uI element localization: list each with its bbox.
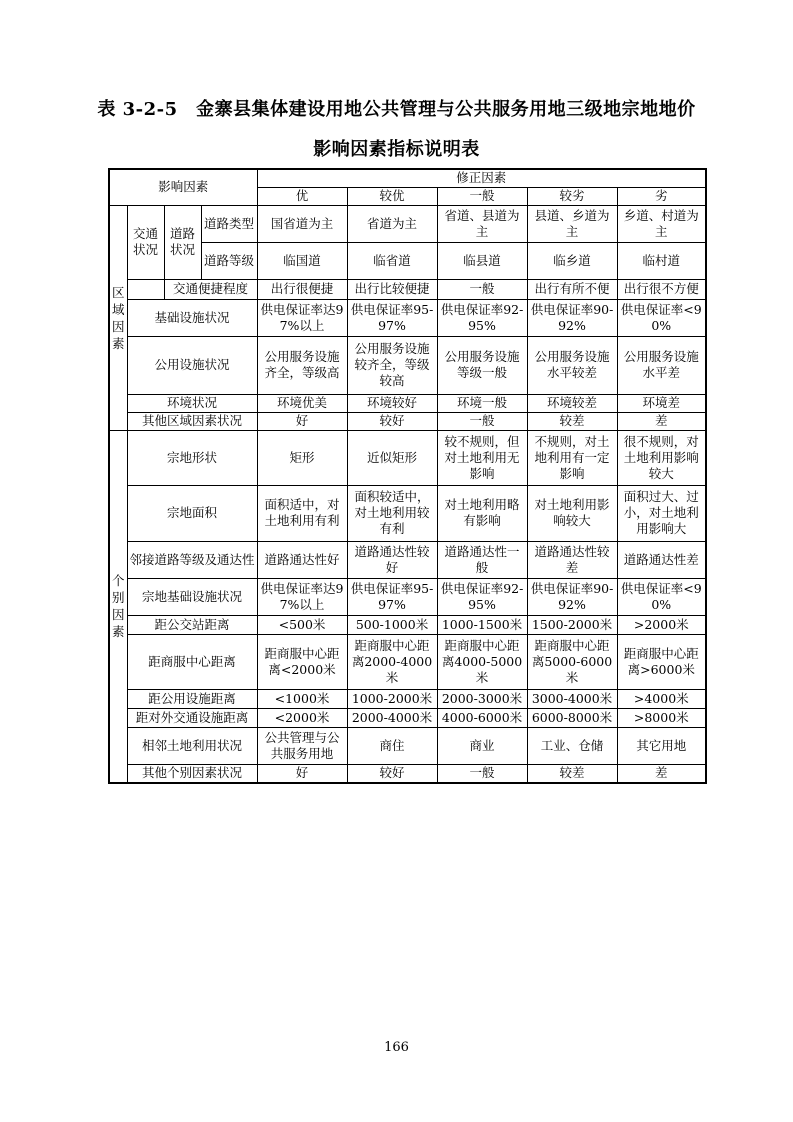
table-row xyxy=(109,764,706,783)
cell: 差 xyxy=(617,764,706,783)
row-label: 宗地面积 xyxy=(127,485,257,541)
level-5: 劣 xyxy=(617,187,706,205)
cell: 对土地利用影响较大 xyxy=(527,485,617,541)
cell: 乡道、村道为主 xyxy=(617,205,706,242)
cell: 国省道为主 xyxy=(257,205,347,242)
category-regional: 区 域 因 素 xyxy=(109,205,127,430)
cell: 较差 xyxy=(527,412,617,430)
row-label: 距公用设施距离 xyxy=(127,689,257,708)
cell: 道路通达性较好 xyxy=(347,541,437,578)
cell: 商住 xyxy=(347,727,437,764)
cell: 道路通达性好 xyxy=(257,541,347,578)
cell: 道路通达性差 xyxy=(617,541,706,578)
header-factor: 影响因素 xyxy=(109,169,257,205)
table-row xyxy=(109,412,706,430)
table-row xyxy=(109,615,706,634)
row-label: 宗地形状 xyxy=(127,430,257,485)
cell: 环境较好 xyxy=(347,394,437,412)
cell: 环境较差 xyxy=(527,394,617,412)
header-row-1 xyxy=(109,169,706,187)
cell: 道路通达性一般 xyxy=(437,541,527,578)
cell: <2000米 xyxy=(257,708,347,727)
cell: >2000米 xyxy=(617,615,706,634)
cell: >8000米 xyxy=(617,708,706,727)
cell: 供电保证率90-92% xyxy=(527,299,617,336)
table-title-line-2: 影响因素指标说明表 xyxy=(313,139,480,160)
cell: 较好 xyxy=(347,764,437,783)
cell: 3000-4000米 xyxy=(527,689,617,708)
cell: 公共管理与公共服务用地 xyxy=(257,727,347,764)
row-label: 距公交站距离 xyxy=(127,615,257,634)
cell: 不规则，对土地利用有一定影响 xyxy=(527,430,617,485)
row-label: 邻接道路等级及通达性 xyxy=(127,541,257,578)
cell: 差 xyxy=(617,412,706,430)
cell: 出行很便捷 xyxy=(257,279,347,299)
row-label: 环境状况 xyxy=(127,394,257,412)
cell: 距商服中心距离2000-4000米 xyxy=(347,634,437,689)
table-row xyxy=(109,541,706,578)
row-label: 距商服中心距离 xyxy=(127,634,257,689)
table-row xyxy=(109,578,706,615)
level-1: 优 xyxy=(257,187,347,205)
cell: 出行比较便捷 xyxy=(347,279,437,299)
cell: 临国道 xyxy=(257,242,347,279)
cell: 面积适中，对土地利用有利 xyxy=(257,485,347,541)
table-row xyxy=(109,634,706,689)
table-title-line-1: 表 3-2-5 金寨县集体建设用地公共管理与公共服务用地三级地宗地地价 xyxy=(97,99,696,120)
cell: 供电保证率92-95% xyxy=(437,299,527,336)
header-correction: 修正因素 xyxy=(257,169,706,187)
table-row xyxy=(109,299,706,336)
level-4: 较劣 xyxy=(527,187,617,205)
cell: 较好 xyxy=(347,412,437,430)
table-row xyxy=(109,430,706,485)
cell: 距商服中心距离>6000米 xyxy=(617,634,706,689)
cell: >4000米 xyxy=(617,689,706,708)
cell: 一般 xyxy=(437,412,527,430)
cell: 很不规则，对土地利用影响较大 xyxy=(617,430,706,485)
cell: 供电保证率95-97% xyxy=(347,578,437,615)
cell: 环境一般 xyxy=(437,394,527,412)
cell: 临省道 xyxy=(347,242,437,279)
cell: 出行有所不便 xyxy=(527,279,617,299)
cell: 供电保证率95-97% xyxy=(347,299,437,336)
cell: 一般 xyxy=(437,764,527,783)
cell: 临村道 xyxy=(617,242,706,279)
cell: 6000-8000米 xyxy=(527,708,617,727)
table-row xyxy=(109,336,706,394)
row-label: 道路类型 xyxy=(201,205,257,242)
row-label: 其他区域因素状况 xyxy=(127,412,257,430)
cell: 面积过大、过小，对土地利用影响大 xyxy=(617,485,706,541)
cell: 好 xyxy=(257,764,347,783)
cell: <500米 xyxy=(257,615,347,634)
row-label: 相邻土地利用状况 xyxy=(127,727,257,764)
cell: 供电保证率达97%以上 xyxy=(257,299,347,336)
table-row xyxy=(109,689,706,708)
cell: 公用服务设施水平较差 xyxy=(527,336,617,394)
cell: 距商服中心距离4000-5000米 xyxy=(437,634,527,689)
row-label: 其他个别因素状况 xyxy=(127,764,257,783)
cell: 好 xyxy=(257,412,347,430)
category-individual: 个 别 因 素 xyxy=(109,430,127,783)
table-row xyxy=(109,727,706,764)
cell: 一般 xyxy=(437,279,527,299)
row-spacer xyxy=(127,279,164,299)
page-number: 166 xyxy=(384,1040,409,1055)
cell: 面积较适中，对土地利用较有利 xyxy=(347,485,437,541)
cell: 公用服务设施较齐全，等级较高 xyxy=(347,336,437,394)
cell: 县道、乡道为主 xyxy=(527,205,617,242)
row-label: 公用设施状况 xyxy=(127,336,257,394)
cell: 公用服务设施水平差 xyxy=(617,336,706,394)
cell: 500-1000米 xyxy=(347,615,437,634)
row-label: 交通便捷程度 xyxy=(164,279,257,299)
cell: 矩形 xyxy=(257,430,347,485)
cell: 省道为主 xyxy=(347,205,437,242)
level-3: 一般 xyxy=(437,187,527,205)
row-label: 距对外交通设施距离 xyxy=(127,708,257,727)
cell: 供电保证率<90% xyxy=(617,578,706,615)
cell: 环境差 xyxy=(617,394,706,412)
table-row xyxy=(109,279,706,299)
cell: 供电保证率92-95% xyxy=(437,578,527,615)
cell: 环境优美 xyxy=(257,394,347,412)
cell: 近似矩形 xyxy=(347,430,437,485)
cell: 出行很不方便 xyxy=(617,279,706,299)
cell: 1500-2000米 xyxy=(527,615,617,634)
cell: 供电保证率达97%以上 xyxy=(257,578,347,615)
cell: 1000-2000米 xyxy=(347,689,437,708)
cell: 较不规则，但对土地利用无影响 xyxy=(437,430,527,485)
table-row xyxy=(109,485,706,541)
table-row xyxy=(109,708,706,727)
cell: 距商服中心距离5000-6000米 xyxy=(527,634,617,689)
cell: 商业 xyxy=(437,727,527,764)
cell: 较差 xyxy=(527,764,617,783)
sub-traffic: 交通状况 xyxy=(127,205,164,279)
cell: 2000-4000米 xyxy=(347,708,437,727)
cell: 公用服务设施齐全，等级高 xyxy=(257,336,347,394)
row-label: 道路等级 xyxy=(201,242,257,279)
table-row xyxy=(109,205,706,242)
cell: 供电保证率90-92% xyxy=(527,578,617,615)
cell: 4000-6000米 xyxy=(437,708,527,727)
cell: <1000米 xyxy=(257,689,347,708)
cell: 临县道 xyxy=(437,242,527,279)
cell: 其它用地 xyxy=(617,727,706,764)
cell: 1000-1500米 xyxy=(437,615,527,634)
cell: 临乡道 xyxy=(527,242,617,279)
cell: 公用服务设施等级一般 xyxy=(437,336,527,394)
cell: 供电保证率<90% xyxy=(617,299,706,336)
cell: 道路通达性较差 xyxy=(527,541,617,578)
row-label: 基础设施状况 xyxy=(127,299,257,336)
level-2: 较优 xyxy=(347,187,437,205)
factor-table xyxy=(108,168,707,784)
table-row xyxy=(109,394,706,412)
cell: 省道、县道为主 xyxy=(437,205,527,242)
row-label: 宗地基础设施状况 xyxy=(127,578,257,615)
cell: 2000-3000米 xyxy=(437,689,527,708)
cell: 距商服中心距离<2000米 xyxy=(257,634,347,689)
sub-road: 道路状况 xyxy=(164,205,201,279)
cell: 工业、仓储 xyxy=(527,727,617,764)
cell: 对土地利用略有影响 xyxy=(437,485,527,541)
